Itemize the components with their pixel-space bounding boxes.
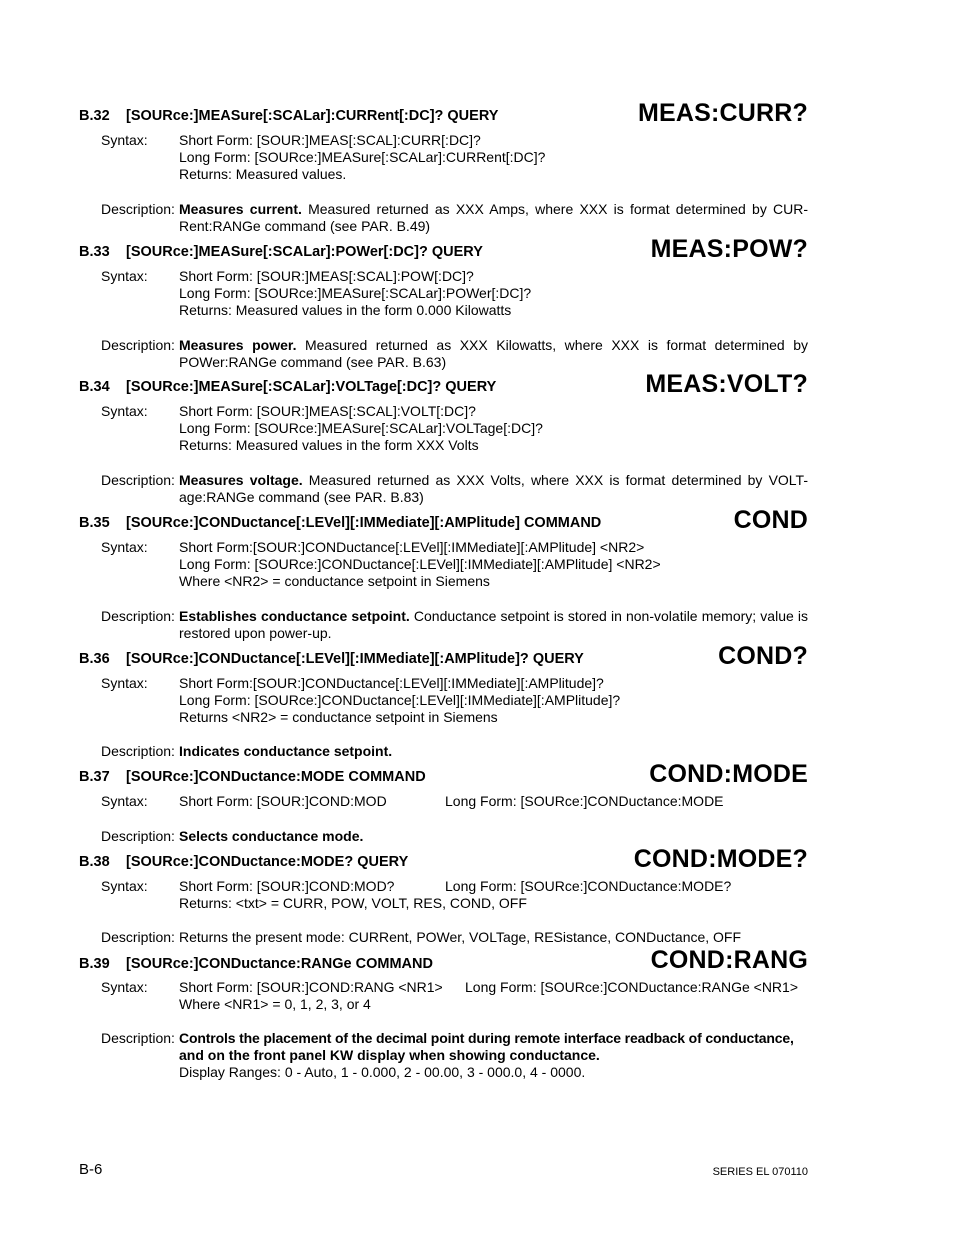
description-block <box>179 608 808 642</box>
short-command: COND:MODE <box>649 760 808 788</box>
section-heading <box>79 956 433 972</box>
syntax-long-form: Long Form: [SOURce:]CONDuctance:RANGe <NR1> <box>465 979 799 995</box>
short-command: MEAS:VOLT? <box>645 370 808 398</box>
short-command: COND:RANG <box>650 946 808 974</box>
description-bold: Measures voltage. <box>179 472 303 488</box>
syntax-block <box>179 979 808 1013</box>
section-title: [SOURce:]MEASure[:SCALar]:CURRent[:DC]? QUERY <box>126 108 499 124</box>
description-line-1: Measures voltage. Measured returned as XXX Volts, where XXX is format determined by VOLT- <box>179 472 808 488</box>
section-number: B.39 <box>79 956 110 972</box>
description-bold-line-1: Controls the placement of the decimal point during remote interface readback of conductance, <box>179 1030 794 1046</box>
syntax-block <box>179 132 808 183</box>
section-number: B.34 <box>79 379 110 395</box>
section-heading <box>79 108 498 124</box>
section-title: [SOURce:]CONDuctance:MODE? QUERY <box>126 854 409 870</box>
syntax-label: Syntax: <box>101 878 148 894</box>
syntax-short-form: Short Form: [SOUR:]MEAS[:SCAL]:CURR[:DC]? <box>179 132 481 148</box>
description-block <box>179 1030 808 1081</box>
section-number: B.38 <box>79 854 110 870</box>
short-command: MEAS:CURR? <box>637 99 808 127</box>
section-title: [SOURce:]CONDuctance:RANGe COMMAND <box>126 956 433 972</box>
syntax-short-form: Short Form:[SOUR:]CONDuctance[:LEVel][:IMMediate][:AMPlitude] <NR2> <box>179 539 645 555</box>
syntax-short-form: Short Form: [SOUR:]COND:RANG <NR1> <box>179 979 443 995</box>
syntax-block <box>179 539 808 590</box>
syntax-short-form: Short Form: [SOUR:]MEAS[:SCAL]:VOLT[:DC]? <box>179 403 476 419</box>
syntax-short-form: Short Form: [SOUR:]MEAS[:SCAL]:POW[:DC]? <box>179 268 474 284</box>
description-line-2: POWer:RANGe command (see PAR. B.63) <box>179 354 447 370</box>
description-label: Description: <box>101 929 175 945</box>
syntax-returns: Returns: Measured values in the form 0.000 Kilowatts <box>179 302 512 318</box>
syntax-label: Syntax: <box>101 793 148 809</box>
section-heading <box>79 244 483 260</box>
section-number: B.36 <box>79 651 110 667</box>
syntax-long-form: Long Form: [SOURce:]CONDuctance[:LEVel][:IMMediate][:AMPlitude] <NR2> <box>179 556 661 572</box>
section-title: [SOURce:]CONDuctance[:LEVel][:IMMediate][:AMPlitude] COMMAND <box>126 515 602 531</box>
description-block <box>179 337 808 371</box>
description-text: Returns the present mode: CURRent, POWer, VOLTage, RESistance, CONDuctance, OFF <box>179 929 742 945</box>
syntax-returns: Returns <NR2> = conductance setpoint in Siemens <box>179 709 498 725</box>
section-heading <box>79 769 426 785</box>
description-label: Description: <box>101 472 175 488</box>
description-block <box>179 743 808 760</box>
description-bold: Measures current. <box>179 201 302 217</box>
description-bold: Selects conductance mode. <box>179 828 364 844</box>
syntax-long-form: Long Form: [SOURce:]MEASure[:SCALar]:POWer[:DC]? <box>179 285 532 301</box>
section-heading <box>79 379 496 395</box>
footer-series: SERIES EL 070110 <box>712 1166 808 1178</box>
description-line-1: Establishes conductance setpoint. Conductance setpoint is stored in non-volatile memory; value is <box>179 608 809 624</box>
description-bold: Measures power. <box>179 337 297 353</box>
description-label: Description: <box>101 1030 175 1046</box>
syntax-label: Syntax: <box>101 539 148 555</box>
short-command: COND? <box>718 642 808 670</box>
syntax-label: Syntax: <box>101 979 148 995</box>
description-label: Description: <box>101 608 175 624</box>
syntax-where: Where <NR2> = conductance setpoint in Siemens <box>179 573 490 589</box>
syntax-long-form: Long Form: [SOURce:]MEASure[:SCALar]:CURRent[:DC]? <box>179 149 546 165</box>
syntax-long-form: Long Form: [SOURce:]CONDuctance:MODE <box>445 793 724 809</box>
page-number: B-6 <box>79 1161 103 1178</box>
description-block <box>179 828 808 845</box>
section-number: B.33 <box>79 244 110 260</box>
description-line-2: age:RANGe command (see PAR. B.83) <box>179 489 424 505</box>
syntax-block <box>179 878 808 912</box>
section-title: [SOURce:]MEASure[:SCALar]:VOLTage[:DC]? QUERY <box>126 379 497 395</box>
description-label: Description: <box>101 337 175 353</box>
syntax-block <box>179 268 808 319</box>
description-line-2: restored upon power-up. <box>179 625 332 641</box>
description-display-ranges: Display Ranges: 0 - Auto, 1 - 0.000, 2 - 00.00, 3 - 000.0, 4 - 0000. <box>179 1064 586 1080</box>
section-title: [SOURce:]CONDuctance[:LEVel][:IMMediate][:AMPlitude]? QUERY <box>126 651 584 667</box>
section-title: [SOURce:]CONDuctance:MODE COMMAND <box>126 769 426 785</box>
section-heading <box>79 515 601 531</box>
description-bold: Indicates conductance setpoint. <box>179 743 393 759</box>
section-number: B.35 <box>79 515 110 531</box>
section-number: B.32 <box>79 108 110 124</box>
syntax-short-form: Short Form: [SOUR:]COND:MOD <box>179 793 387 809</box>
syntax-short-form: Short Form: [SOUR:]COND:MOD? <box>179 878 395 894</box>
description-block <box>179 472 808 506</box>
description-bold: Establishes conductance setpoint. <box>179 608 410 624</box>
description-line-1: Measures power. Measured returned as XXX Kilowatts, where XXX is format determined by <box>179 337 809 353</box>
syntax-returns: Returns: Measured values in the form XXX Volts <box>179 437 479 453</box>
description-line-2: Rent:RANGe command (see PAR. B.49) <box>179 218 431 234</box>
syntax-label: Syntax: <box>101 403 148 419</box>
short-command: COND <box>733 506 808 534</box>
syntax-label: Syntax: <box>101 675 148 691</box>
description-block <box>179 929 808 946</box>
syntax-block <box>179 675 808 726</box>
syntax-where: Where <NR1> = 0, 1, 2, 3, or 4 <box>179 996 371 1012</box>
syntax-long-form: Long Form: [SOURce:]MEASure[:SCALar]:VOLTage[:DC]? <box>179 420 543 436</box>
syntax-returns: Returns: Measured values. <box>179 166 347 182</box>
section-heading <box>79 651 584 667</box>
section-number: B.37 <box>79 769 110 785</box>
syntax-long-form: Long Form: [SOURce:]CONDuctance[:LEVel][:IMMediate][:AMPlitude]? <box>179 692 621 708</box>
syntax-block <box>179 403 808 454</box>
short-command: COND:MODE? <box>633 845 808 873</box>
description-line-1: Measures current. Measured returned as XXX Amps, where XXX is format determined by CUR- <box>179 201 808 217</box>
section-title: [SOURce:]MEASure[:SCALar]:POWer[:DC]? QUERY <box>126 244 483 260</box>
section-heading <box>79 854 408 870</box>
description-block <box>179 201 808 235</box>
description-bold-line-2: and on the front panel KW display when showing conductance. <box>179 1047 600 1063</box>
description-label: Description: <box>101 828 175 844</box>
short-command: MEAS:POW? <box>650 235 808 263</box>
syntax-label: Syntax: <box>101 132 148 148</box>
syntax-returns: Returns: <txt> = CURR, POW, VOLT, RES, COND, OFF <box>179 895 527 911</box>
syntax-long-form: Long Form: [SOURce:]CONDuctance:MODE? <box>445 878 732 894</box>
description-label: Description: <box>101 201 175 217</box>
description-label: Description: <box>101 743 175 759</box>
syntax-block <box>179 793 808 810</box>
syntax-short-form: Short Form:[SOUR:]CONDuctance[:LEVel][:IMMediate][:AMPlitude]? <box>179 675 604 691</box>
syntax-label: Syntax: <box>101 268 148 284</box>
